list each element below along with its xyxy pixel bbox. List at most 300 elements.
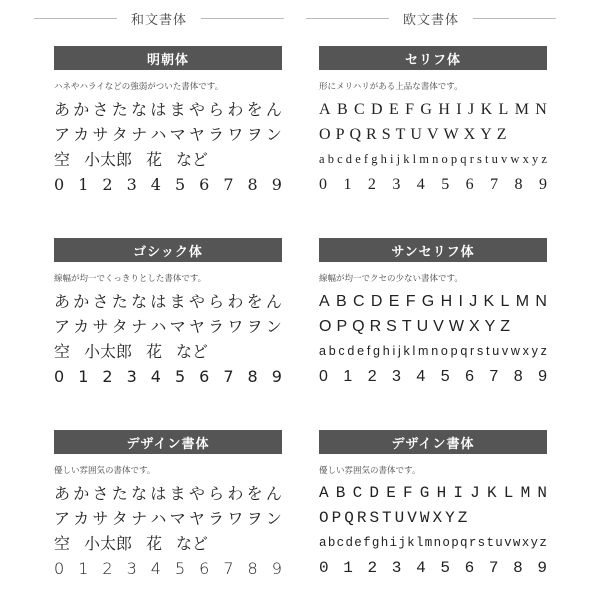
glyph-sample: J bbox=[470, 484, 480, 502]
glyph-sample: C bbox=[353, 101, 365, 118]
glyph-sample: a bbox=[319, 536, 327, 550]
glyph-sample: 8 bbox=[247, 367, 258, 386]
glyph-sample: D bbox=[371, 101, 383, 118]
glyph-sample: ナ bbox=[131, 509, 148, 528]
glyph-sample: 7 bbox=[223, 175, 234, 194]
glyph-sample: c bbox=[337, 152, 343, 166]
glyph-sample: カ bbox=[73, 509, 90, 528]
glyph-sample: j bbox=[397, 344, 401, 358]
glyph-sample: b bbox=[327, 536, 336, 550]
glyph-sample: 5 bbox=[440, 368, 450, 385]
glyph-sample: ア bbox=[54, 317, 71, 336]
glyph-sample: X bbox=[463, 126, 476, 143]
design-kanji-row bbox=[54, 531, 282, 556]
glyph-sample: ハ bbox=[150, 317, 167, 336]
glyph-sample: K bbox=[486, 484, 497, 502]
glyph-sample: k bbox=[403, 344, 410, 358]
glyph-sample: Y bbox=[484, 318, 496, 335]
glyph-sample: や bbox=[188, 292, 205, 311]
glyph-sample: E bbox=[388, 293, 400, 310]
glyph-sample: 8 bbox=[513, 559, 523, 577]
glyph-sample: U bbox=[394, 509, 405, 527]
glyph-sample: ナ bbox=[131, 317, 148, 336]
glyph-sample: 4 bbox=[416, 559, 426, 577]
glyph-sample: H bbox=[436, 484, 447, 502]
sans-uppercase-row-1 bbox=[319, 289, 547, 314]
glyph-sample: 0 bbox=[319, 559, 329, 577]
glyph-sample: 7 bbox=[488, 559, 499, 577]
design-western-title: デザイン書体 bbox=[319, 430, 547, 454]
header-rule-left bbox=[34, 18, 117, 19]
glyph-sample: c bbox=[336, 536, 345, 550]
design-japanese-title: デザイン書体 bbox=[54, 430, 282, 454]
glyph-sample: 4 bbox=[150, 367, 161, 386]
glyph-sample: F bbox=[405, 293, 416, 310]
glyph-sample: 8 bbox=[247, 559, 258, 578]
glyph-sample: や bbox=[188, 100, 205, 119]
glyph-sample: g bbox=[373, 344, 380, 358]
glyph-sample: h bbox=[380, 536, 389, 550]
glyph-sample: さ bbox=[92, 100, 109, 119]
glyph-sample: n bbox=[432, 152, 439, 166]
glyph-sample: 7 bbox=[489, 368, 499, 385]
glyph-sample: サ bbox=[92, 317, 109, 336]
glyph-sample: は bbox=[150, 292, 167, 311]
glyph-sample: 6 bbox=[199, 175, 210, 194]
glyph-sample: r bbox=[470, 344, 475, 358]
glyph-sample: D bbox=[370, 293, 383, 310]
glyph-sample: I bbox=[458, 293, 463, 310]
glyph-sample: v bbox=[504, 536, 512, 550]
glyph-sample: S bbox=[386, 318, 397, 335]
glyph-sample: B bbox=[336, 101, 348, 118]
serif-description: 形にメリハリがある上品な書体です。 bbox=[319, 81, 463, 91]
design-digits-row bbox=[54, 556, 282, 581]
glyph-sample: m bbox=[419, 152, 429, 166]
glyph-sample: y bbox=[530, 536, 539, 550]
glyph-sample: ワ bbox=[227, 317, 244, 336]
glyph-sample: g bbox=[371, 536, 380, 550]
sans-uppercase-row-2 bbox=[319, 314, 547, 339]
glyph-sample: 7 bbox=[490, 176, 499, 193]
glyph-sample: i bbox=[392, 344, 396, 358]
glyph-sample: V bbox=[407, 509, 417, 527]
glyph-sample: p bbox=[451, 536, 459, 550]
glyph-sample: わ bbox=[227, 100, 244, 119]
gothic-panel bbox=[54, 238, 282, 389]
glyph-sample: w bbox=[510, 152, 520, 166]
glyph-sample: か bbox=[73, 100, 90, 119]
glyph-sample: l bbox=[412, 152, 417, 166]
kanji-sample: など bbox=[176, 342, 209, 361]
glyph-sample: ま bbox=[169, 292, 186, 311]
glyph-sample: F bbox=[405, 101, 415, 118]
glyph-sample: は bbox=[150, 484, 167, 503]
gothic-title: ゴシック体 bbox=[54, 238, 282, 262]
glyph-sample: s bbox=[477, 152, 482, 166]
glyph-sample: 1 bbox=[343, 559, 353, 577]
glyph-sample: N bbox=[537, 484, 547, 502]
serif-panel bbox=[319, 46, 547, 197]
glyph-sample: Z bbox=[496, 126, 507, 143]
glyph-sample: k bbox=[403, 152, 410, 166]
glyph-sample: か bbox=[73, 484, 90, 503]
kanji-sample: など bbox=[176, 534, 209, 553]
glyph-sample: Y bbox=[445, 509, 455, 527]
glyph-sample: S bbox=[381, 126, 391, 143]
glyph-sample: な bbox=[131, 484, 148, 503]
glyph-sample: x bbox=[522, 152, 529, 166]
glyph-sample: I bbox=[456, 101, 462, 118]
glyph-sample: m bbox=[424, 536, 433, 550]
glyph-sample: 1 bbox=[78, 175, 89, 194]
glyph-sample: M bbox=[515, 293, 530, 310]
glyph-sample: s bbox=[477, 536, 486, 550]
glyph-sample: 4 bbox=[416, 368, 426, 385]
glyph-sample: Y bbox=[480, 126, 492, 143]
glyph-sample: ん bbox=[265, 100, 282, 119]
design-western-description: 優しい雰囲気の書体です。 bbox=[319, 466, 421, 476]
glyph-sample: 3 bbox=[392, 176, 401, 193]
glyph-sample: G bbox=[421, 293, 435, 310]
sans-serif-title: サンセリフ体 bbox=[319, 238, 547, 262]
glyph-sample: a bbox=[319, 344, 326, 358]
glyph-sample: 2 bbox=[367, 559, 378, 577]
glyph-sample: 1 bbox=[78, 367, 89, 386]
glyph-sample: ラ bbox=[208, 509, 225, 528]
sans-serif-panel bbox=[319, 238, 547, 389]
glyph-sample: z bbox=[541, 152, 547, 166]
glyph-sample: q bbox=[460, 344, 468, 358]
glyph-sample: 1 bbox=[343, 368, 353, 385]
glyph-sample: t bbox=[485, 152, 489, 166]
glyph-sample: 0 bbox=[54, 367, 65, 386]
glyph-sample: ヲ bbox=[246, 317, 263, 336]
glyph-sample: ら bbox=[208, 484, 225, 503]
glyph-sample: K bbox=[480, 101, 493, 118]
glyph-sample: H bbox=[438, 101, 450, 118]
glyph-sample: L bbox=[503, 484, 514, 502]
glyph-sample: な bbox=[131, 100, 148, 119]
glyph-sample: を bbox=[246, 292, 263, 311]
typewriter-lowercase-row bbox=[319, 531, 547, 556]
glyph-sample: 4 bbox=[416, 176, 425, 193]
glyph-sample: c bbox=[338, 344, 345, 358]
glyph-sample: ハ bbox=[150, 509, 167, 528]
kanji-sample: 花 bbox=[146, 150, 163, 169]
glyph-sample: Q bbox=[352, 318, 365, 335]
glyph-sample: A bbox=[319, 101, 331, 118]
glyph-sample: 4 bbox=[150, 175, 161, 194]
glyph-sample: 3 bbox=[391, 559, 402, 577]
glyph-sample: f bbox=[363, 536, 371, 550]
glyph-sample: 5 bbox=[174, 367, 186, 386]
sans-digits-row bbox=[319, 364, 547, 389]
gothic-kanji-row bbox=[54, 339, 282, 364]
glyph-sample: ま bbox=[169, 484, 186, 503]
glyph-sample: カ bbox=[73, 317, 90, 336]
glyph-sample: 6 bbox=[465, 368, 474, 385]
glyph-sample: o bbox=[441, 152, 448, 166]
glyph-sample: 3 bbox=[392, 368, 401, 385]
glyph-sample: ヲ bbox=[246, 125, 263, 144]
glyph-sample: K bbox=[483, 293, 495, 310]
glyph-sample: e bbox=[354, 536, 362, 550]
glyph-sample: n bbox=[433, 536, 442, 550]
glyph-sample: を bbox=[246, 100, 263, 119]
glyph-sample: B bbox=[335, 484, 346, 502]
glyph-sample: ラ bbox=[208, 317, 225, 336]
glyph-sample: か bbox=[73, 292, 90, 311]
glyph-sample: C bbox=[352, 484, 363, 502]
glyph-sample: 2 bbox=[367, 368, 377, 385]
western-fonts-header bbox=[306, 6, 556, 30]
glyph-sample: 7 bbox=[223, 559, 234, 578]
glyph-sample: マ bbox=[169, 317, 186, 336]
kanji-sample: 空 bbox=[54, 534, 71, 553]
glyph-sample: ん bbox=[265, 292, 282, 311]
glyph-sample: j bbox=[398, 536, 406, 550]
glyph-sample: わ bbox=[227, 292, 244, 311]
glyph-sample: x bbox=[522, 344, 529, 358]
glyph-sample: ン bbox=[265, 509, 282, 528]
header-rule-right bbox=[201, 18, 284, 19]
glyph-sample: r bbox=[469, 152, 474, 166]
glyph-sample: ら bbox=[208, 292, 225, 311]
glyph-sample: 2 bbox=[102, 367, 113, 386]
glyph-sample: 3 bbox=[126, 367, 137, 386]
glyph-sample: L bbox=[498, 101, 509, 118]
glyph-sample: n bbox=[431, 344, 439, 358]
glyph-sample: X bbox=[432, 509, 443, 527]
glyph-sample: r bbox=[468, 536, 477, 550]
design-japanese-panel bbox=[54, 430, 282, 581]
glyph-sample: ハ bbox=[150, 125, 167, 144]
glyph-sample: 7 bbox=[223, 367, 234, 386]
glyph-sample: h bbox=[380, 152, 387, 166]
gothic-katakana-row bbox=[54, 314, 282, 339]
glyph-sample: M bbox=[514, 101, 529, 118]
glyph-sample: 0 bbox=[54, 559, 65, 578]
glyph-sample: た bbox=[111, 484, 128, 503]
glyph-sample: J bbox=[467, 101, 475, 118]
glyph-sample: 5 bbox=[440, 559, 450, 577]
typewriter-uppercase-row-2 bbox=[319, 506, 547, 531]
kanji-sample: など bbox=[176, 150, 209, 169]
glyph-sample: 8 bbox=[247, 175, 258, 194]
glyph-sample: I bbox=[453, 484, 463, 502]
glyph-sample: タ bbox=[111, 317, 128, 336]
glyph-sample: u bbox=[491, 152, 498, 166]
glyph-sample: i bbox=[389, 152, 394, 166]
glyph-sample: D bbox=[369, 484, 379, 502]
kanji-sample: 小太郎 bbox=[84, 534, 133, 553]
glyph-sample: 0 bbox=[319, 176, 327, 193]
glyph-sample: さ bbox=[92, 292, 109, 311]
glyph-sample: サ bbox=[92, 509, 109, 528]
glyph-sample: た bbox=[111, 292, 128, 311]
glyph-sample: M bbox=[520, 484, 531, 502]
glyph-sample: マ bbox=[169, 509, 186, 528]
glyph-sample: A bbox=[319, 484, 329, 502]
glyph-sample: 6 bbox=[465, 176, 474, 193]
sans-serif-description: 線幅が均一でクセの少ない書体です。 bbox=[319, 273, 463, 283]
glyph-sample: を bbox=[246, 484, 263, 503]
glyph-sample: U bbox=[410, 126, 422, 143]
glyph-sample: 1 bbox=[343, 176, 352, 193]
glyph-sample: g bbox=[371, 152, 378, 166]
kanji-sample: 花 bbox=[146, 534, 163, 553]
glyph-sample: タ bbox=[111, 509, 128, 528]
glyph-sample: O bbox=[319, 126, 331, 143]
glyph-sample: 2 bbox=[102, 175, 113, 194]
glyph-sample: G bbox=[419, 484, 430, 502]
glyph-sample: l bbox=[415, 536, 424, 550]
glyph-sample: v bbox=[501, 152, 508, 166]
glyph-sample: R bbox=[356, 509, 367, 527]
glyph-sample: f bbox=[363, 152, 369, 166]
glyph-sample: w bbox=[512, 536, 521, 550]
serif-title: セリフ体 bbox=[319, 46, 547, 70]
glyph-sample: ヤ bbox=[188, 125, 205, 144]
japanese-fonts-title: 和文書体 bbox=[131, 12, 188, 28]
glyph-sample: z bbox=[540, 344, 547, 358]
glyph-sample: 8 bbox=[513, 368, 523, 385]
serif-uppercase-row-1 bbox=[319, 97, 547, 122]
glyph-sample: や bbox=[188, 484, 205, 503]
glyph-sample: サ bbox=[92, 125, 109, 144]
glyph-sample: l bbox=[412, 344, 416, 358]
glyph-sample: 6 bbox=[199, 367, 210, 386]
glyph-sample: 3 bbox=[126, 175, 137, 194]
glyph-sample: u bbox=[495, 536, 503, 550]
glyph-sample: B bbox=[335, 293, 347, 310]
glyph-sample: ア bbox=[54, 125, 71, 144]
glyph-sample: T bbox=[382, 509, 392, 527]
glyph-sample: u bbox=[492, 344, 500, 358]
mincho-description: ハネやハライなどの強弱がついた書体です。 bbox=[54, 82, 224, 92]
glyph-sample: q bbox=[460, 152, 467, 166]
glyph-sample: ン bbox=[265, 317, 282, 336]
glyph-sample: P bbox=[336, 318, 348, 335]
glyph-sample: p bbox=[450, 344, 458, 358]
glyph-sample: F bbox=[402, 484, 413, 502]
glyph-sample: あ bbox=[54, 100, 71, 119]
glyph-sample: ナ bbox=[131, 125, 148, 144]
glyph-sample: カ bbox=[73, 125, 90, 144]
glyph-sample: 5 bbox=[174, 175, 186, 194]
glyph-sample: 6 bbox=[464, 559, 475, 577]
serif-uppercase-row-2 bbox=[319, 122, 547, 147]
glyph-sample: t bbox=[486, 536, 494, 550]
glyph-sample: ん bbox=[265, 484, 282, 503]
kanji-sample: 花 bbox=[146, 342, 163, 361]
glyph-sample: J bbox=[469, 293, 478, 310]
glyph-sample: U bbox=[416, 318, 429, 335]
glyph-sample: H bbox=[440, 293, 453, 310]
glyph-sample: Z bbox=[457, 509, 468, 527]
glyph-sample: C bbox=[352, 293, 365, 310]
glyph-sample: タ bbox=[111, 125, 128, 144]
glyph-sample: は bbox=[150, 100, 167, 119]
glyph-sample: R bbox=[366, 126, 377, 143]
glyph-sample: v bbox=[501, 344, 509, 358]
glyph-sample: h bbox=[382, 344, 390, 358]
glyph-sample: 9 bbox=[538, 368, 547, 385]
glyph-sample: X bbox=[468, 318, 480, 335]
kanji-sample: 小太郎 bbox=[84, 150, 133, 169]
glyph-sample: ア bbox=[54, 509, 71, 528]
glyph-sample: b bbox=[328, 344, 336, 358]
mincho-title: 明朝体 bbox=[54, 46, 282, 70]
glyph-sample: 5 bbox=[174, 559, 186, 578]
glyph-sample: a bbox=[319, 152, 325, 166]
sans-lowercase-row bbox=[319, 339, 547, 364]
glyph-sample: 9 bbox=[271, 175, 282, 194]
gothic-digits-row bbox=[54, 364, 282, 389]
serif-digits-row bbox=[319, 172, 547, 197]
glyph-sample: j bbox=[396, 152, 401, 166]
glyph-sample: た bbox=[111, 100, 128, 119]
japanese-fonts-header bbox=[34, 6, 284, 30]
glyph-sample: d bbox=[345, 536, 353, 550]
glyph-sample: N bbox=[535, 293, 547, 310]
glyph-sample: 9 bbox=[537, 559, 547, 577]
glyph-sample: ラ bbox=[208, 125, 225, 144]
glyph-sample: P bbox=[335, 126, 345, 143]
glyph-sample: m bbox=[418, 344, 429, 358]
glyph-sample: わ bbox=[227, 484, 244, 503]
glyph-sample: V bbox=[433, 318, 444, 335]
glyph-sample: T bbox=[401, 318, 412, 335]
glyph-sample: E bbox=[388, 101, 399, 118]
design-japanese-description: 優しい雰囲気の書体です。 bbox=[54, 466, 156, 476]
glyph-sample: z bbox=[539, 536, 547, 550]
kanji-sample: 空 bbox=[54, 342, 71, 361]
glyph-sample: 3 bbox=[126, 559, 137, 578]
design-western-panel bbox=[319, 430, 547, 581]
kanji-sample: 空 bbox=[54, 150, 71, 169]
glyph-sample: ン bbox=[265, 125, 282, 144]
glyph-sample: 9 bbox=[271, 559, 282, 578]
glyph-sample: L bbox=[500, 293, 510, 310]
glyph-sample: ヲ bbox=[246, 509, 263, 528]
mincho-panel bbox=[54, 46, 282, 197]
glyph-sample: b bbox=[327, 152, 334, 166]
glyph-sample: o bbox=[440, 344, 448, 358]
glyph-sample: あ bbox=[54, 484, 71, 503]
glyph-sample: d bbox=[347, 344, 355, 358]
glyph-sample: e bbox=[355, 152, 361, 166]
glyph-sample: 2 bbox=[367, 176, 376, 193]
glyph-sample: e bbox=[357, 344, 365, 358]
glyph-sample: N bbox=[535, 101, 547, 118]
serif-lowercase-row bbox=[319, 147, 547, 172]
glyph-sample: o bbox=[442, 536, 450, 550]
glyph-sample: q bbox=[460, 536, 468, 550]
glyph-sample: ワ bbox=[227, 509, 244, 528]
glyph-sample: ヤ bbox=[188, 509, 205, 528]
glyph-sample: ら bbox=[208, 100, 225, 119]
glyph-sample: t bbox=[485, 344, 490, 358]
mincho-digits-row bbox=[54, 172, 282, 197]
gothic-description: 線幅が均一でくっきりとした書体です。 bbox=[54, 274, 207, 284]
glyph-sample: 5 bbox=[441, 176, 450, 193]
glyph-sample: W bbox=[448, 318, 464, 335]
glyph-sample: ワ bbox=[227, 125, 244, 144]
glyph-sample: i bbox=[389, 536, 398, 550]
glyph-sample: 8 bbox=[514, 176, 523, 193]
